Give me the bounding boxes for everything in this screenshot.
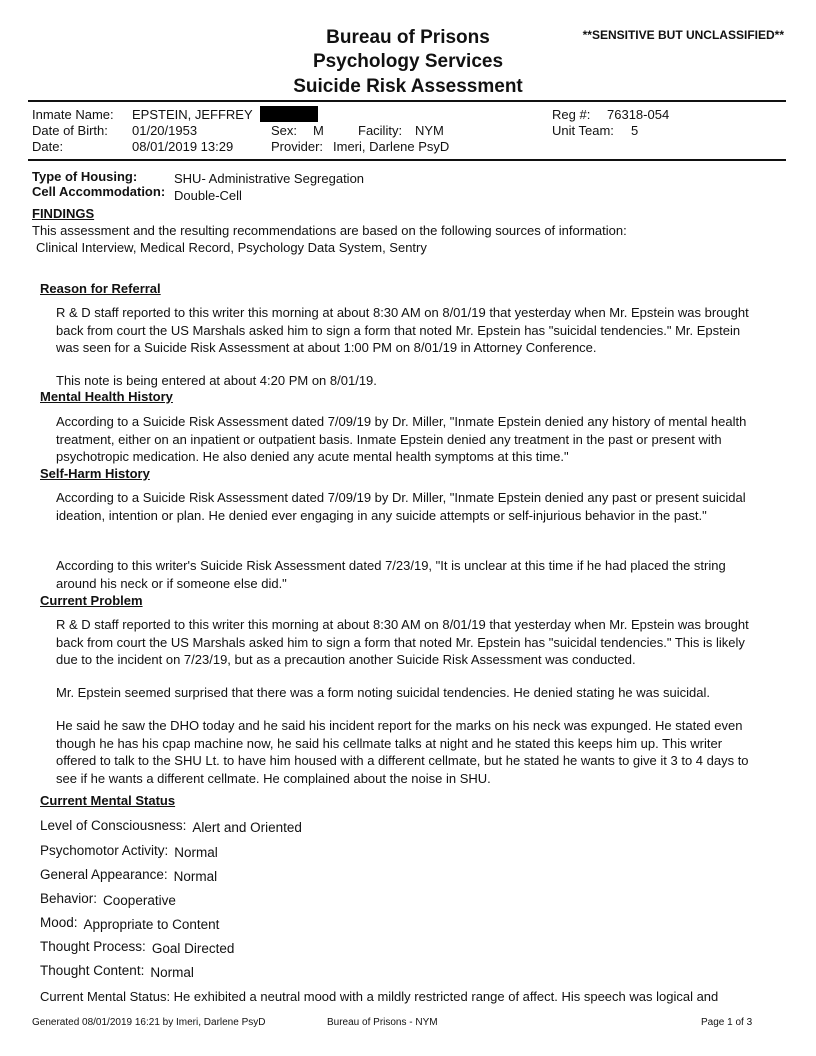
housing-type-value: SHU- Administrative Segregation bbox=[174, 171, 365, 186]
sex-value: M bbox=[313, 123, 324, 138]
current-problem-paragraph-2: Mr. Epstein seemed surprised that there was a form noting suicidal tendencies. He denied stating he was suicidal. bbox=[56, 685, 710, 700]
section-heading-mental-health: Mental Health History bbox=[40, 389, 173, 404]
mental-status-value: Normal bbox=[150, 965, 194, 980]
classification-banner: **SENSITIVE BUT UNCLASSIFIED** bbox=[582, 28, 784, 42]
page-title-line2: Psychology Services bbox=[312, 51, 504, 72]
mental-status-value: Alert and Oriented bbox=[192, 820, 302, 835]
findings-text: This assessment and the resulting recommendations are based on the following sources of information: bbox=[32, 223, 627, 238]
referral-paragraph: R & D staff reported to this writer this morning at about 8:30 AM on 8/01/19 that yesterday when Mr. Epstein was brought back from court the US Marshals asked him to sign a form that noted Mr. Epstein has "suicidal tendencies." Mr. Epstein was seen for a Suicide Risk Assessment at about 1:00 PM on 8/01/19 in Attorney Conference. bbox=[56, 305, 749, 355]
unit-team-value: 5 bbox=[631, 123, 639, 138]
reg-label: Reg #: bbox=[552, 107, 591, 122]
date-value: 08/01/2019 13:29 bbox=[132, 139, 234, 154]
page-title-line3: Suicide Risk Assessment bbox=[293, 76, 523, 97]
mental-status-value: Goal Directed bbox=[151, 941, 235, 956]
date-label: Date: bbox=[32, 139, 64, 154]
referral-note: This note is being entered at about 4:20 PM on 8/01/19. bbox=[56, 373, 377, 388]
provider-value: Imeri, Darlene PsyD bbox=[333, 139, 450, 154]
mental-status-label: Mood: bbox=[40, 915, 78, 930]
current-problem-paragraph-3: He said he saw the DHO today and he said his incident report for the marks on his neck was expunged. He stated even though he has his cpap machine now, he said his cellmate talks at night and he stated this keeps him up. This writer offered to talk to the SHU Lt. to have him housed with a different cellmate, but he stated he wants to give it 3 to 4 days to see if he wants a different cellmate. He complained about the noise in SHU. bbox=[56, 718, 749, 786]
mental-status-row bbox=[40, 843, 218, 858]
mental-status-row bbox=[40, 867, 217, 882]
header-rule-bottom bbox=[28, 159, 786, 161]
provider-label: Provider: bbox=[271, 139, 324, 154]
self-harm-paragraph-1: According to a Suicide Risk Assessment dated 7/09/19 by Dr. Miller, "Inmate Epstein denied any past or present suicidal ideation, intention or plan. He denied ever engaging in any suicide attempts or self-injurious behavior in the past." bbox=[56, 490, 746, 523]
facility-value: NYM bbox=[415, 123, 444, 138]
mental-status-value: Appropriate to Content bbox=[83, 917, 220, 932]
self-harm-paragraph-2: According to this writer's Suicide Risk Assessment dated 7/23/19, "It is unclear at this time if he had placed the string around his neck or if someone else did." bbox=[56, 558, 726, 591]
mental-status-value: Cooperative bbox=[103, 893, 176, 908]
footer-generated: Generated 08/01/2019 16:21 by Imeri, Darlene PsyD bbox=[32, 1017, 266, 1028]
mental-status-value: Normal bbox=[173, 869, 218, 884]
inmate-name: EPSTEIN, JEFFREY bbox=[132, 107, 253, 122]
current-problem-paragraph-1: R & D staff reported to this writer this morning at about 8:30 AM on 8/01/19 that yesterday when Mr. Epstein was brought back from court the US Marshals asked him to sign a form that noted Mr. Epstein has "suicidal tendencies." This is likely due to the incident on 7/23/19, but as a precaution another Suicide Risk Assessment was conducted. bbox=[56, 617, 749, 667]
mental-status-label: Behavior: bbox=[40, 891, 98, 906]
mental-status-label: General Appearance: bbox=[40, 867, 168, 882]
footer-page-number: Page 1 of 3 bbox=[701, 1017, 753, 1028]
mental-status-label: Psychomotor Activity: bbox=[40, 843, 169, 858]
unit-team-label: Unit Team: bbox=[552, 123, 614, 138]
mental-status-summary: Current Mental Status: He exhibited a neutral mood with a mildly restricted range of affect. His speech was logical and bbox=[40, 989, 719, 1004]
section-heading-self-harm: Self-Harm History bbox=[40, 466, 150, 481]
dob-value: 01/20/1953 bbox=[132, 123, 198, 138]
cell-accommodation-value: Double-Cell bbox=[174, 188, 242, 203]
mental-status-label: Thought Content: bbox=[40, 963, 145, 978]
redaction-box bbox=[260, 106, 318, 122]
housing-type-label: Type of Housing: bbox=[32, 169, 138, 184]
mental-status-row bbox=[40, 818, 302, 833]
inmate-name-label: Inmate Name: bbox=[32, 107, 114, 122]
cell-accommodation-label: Cell Accommodation: bbox=[32, 184, 166, 199]
mental-status-label: Thought Process: bbox=[40, 939, 146, 954]
sex-label: Sex: bbox=[271, 123, 298, 138]
mental-status-label: Level of Consciousness: bbox=[40, 818, 187, 833]
mental-status-row bbox=[40, 891, 176, 906]
footer-org: Bureau of Prisons - NYM bbox=[327, 1017, 438, 1028]
findings-heading: FINDINGS bbox=[32, 206, 95, 221]
header-rule-top bbox=[28, 100, 786, 102]
section-heading-mental-status: Current Mental Status bbox=[40, 793, 176, 808]
page-title-line1: Bureau of Prisons bbox=[326, 27, 490, 48]
section-heading-current-problem: Current Problem bbox=[40, 593, 143, 608]
facility-label: Facility: bbox=[358, 123, 403, 138]
findings-sources: Clinical Interview, Medical Record, Psychology Data System, Sentry bbox=[36, 240, 427, 255]
section-heading-referral: Reason for Referral bbox=[40, 281, 161, 296]
mental-status-row bbox=[40, 939, 234, 954]
mental-status-row bbox=[40, 915, 219, 930]
mental-status-value: Normal bbox=[174, 845, 218, 860]
mental-health-paragraph: According to a Suicide Risk Assessment dated 7/09/19 by Dr. Miller, "Inmate Epstein denied any history of mental health treatment, either on an inpatient or outpatient basis. Inmate Epstein denied any treatment in the past or present with psychotropic medication. He also denied any acute mental health symptoms at this time." bbox=[56, 414, 747, 464]
dob-label: Date of Birth: bbox=[32, 123, 108, 138]
mental-status-row bbox=[40, 963, 194, 978]
reg-value: 76318-054 bbox=[607, 107, 670, 122]
